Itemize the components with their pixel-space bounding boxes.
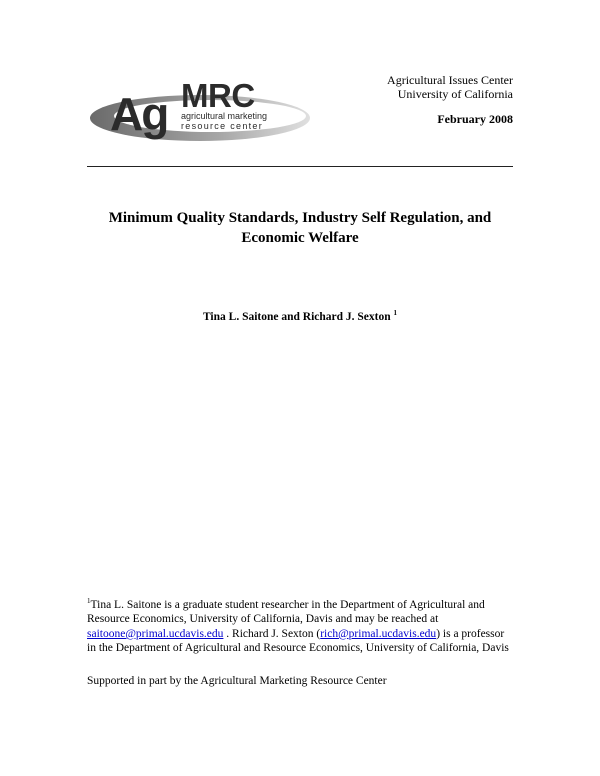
logo-subtitle-line1: agricultural marketing [181,111,268,121]
title-line-1: Minimum Quality Standards, Industry Self Regulation, and [108,210,492,226]
logo-ag-text: Ag [110,88,168,140]
agmrc-logo [88,74,323,146]
publication-date: February 2008 [437,112,513,126]
footnote-text-2: . Richard J. Sexton ( [223,627,321,640]
logo-subtitle-line2: resource center [181,121,264,131]
org-name: Agricultural Issues Center [387,73,513,87]
logo-mrc-text: MRC [181,77,255,114]
title-line-2: Economic Welfare [241,230,359,246]
email-link-saitone[interactable]: saitoone@primal.ucdavis.edu [87,627,224,640]
author-footnote-mark: 1 [393,309,398,317]
footnote-mark: 1 [87,597,91,605]
header-divider [87,166,513,167]
email-link-sexton[interactable]: rich@primal.ucdavis.edu [320,627,437,640]
author-line [87,309,513,323]
footnote-text-3: ) is a professor in the Department of Agricultural and Resource Economics, University of California, Davis [87,627,509,655]
support-note: Supported in part by the Agricultural Marketing Resource Center [87,675,387,687]
header-affiliation [387,73,513,126]
footnote-text-1: Tina L. Saitone is a graduate student researcher in the Department of Agricultural and Resource Economics, University of California, Davis and may be reached at [87,598,485,626]
org-university: University of California [397,87,513,101]
author-footnote [87,594,513,656]
paper-title [87,208,513,248]
author-names: Tina L. Saitone and Richard J. Sexton [202,310,391,323]
